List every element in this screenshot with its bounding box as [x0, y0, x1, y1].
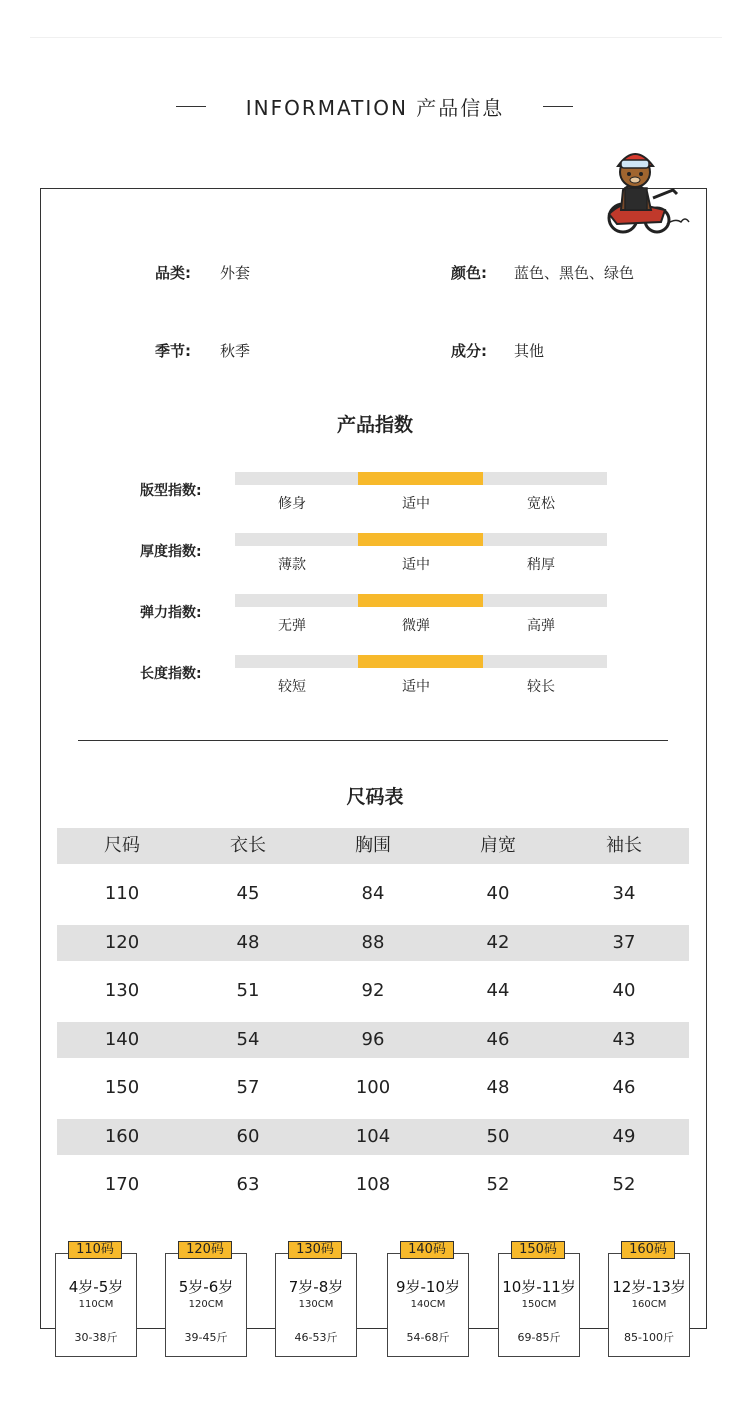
table-cell: 130	[104, 980, 140, 1001]
elasticity-index-selected-fill	[358, 594, 483, 607]
table-cell: 160	[104, 1126, 140, 1147]
color-value: 蓝色、黑色、绿色	[514, 264, 635, 282]
elasticity-index-bar	[235, 594, 607, 607]
table-cell: 40	[612, 980, 636, 1001]
table-cell: 48	[236, 932, 260, 953]
frame-bottom-segment	[247, 1328, 276, 1329]
thickness-index-option: 薄款	[278, 557, 306, 573]
table-cell: 43	[612, 1029, 636, 1050]
table-cell: 110	[104, 883, 140, 904]
size-card-height: 150CM	[521, 1299, 557, 1310]
material-label: 成分:	[451, 342, 487, 360]
bear-motorcycle-mascot-icon	[595, 140, 690, 240]
size-card-tag: 160码	[621, 1241, 675, 1259]
frame-bottom-segment	[580, 1328, 609, 1329]
table-cell: 46	[612, 1077, 636, 1098]
table-cell: 63	[236, 1174, 260, 1195]
size-card-tag: 140码	[400, 1241, 454, 1259]
table-cell: 37	[612, 932, 636, 953]
table-row	[57, 1022, 689, 1058]
size-card-tag: 110码	[68, 1241, 122, 1259]
thickness-index-option: 适中	[402, 557, 430, 573]
length-index-selected-fill	[358, 655, 483, 668]
material-value: 其他	[514, 342, 545, 360]
frame-bottom-segment	[357, 1328, 388, 1329]
length-index-bar	[235, 655, 607, 668]
length-index-option: 适中	[402, 679, 430, 695]
size-card	[498, 1242, 580, 1357]
size-card-weight: 54-68斤	[406, 1331, 450, 1344]
table-cell: 88	[361, 932, 385, 953]
table-cell: 46	[486, 1029, 510, 1050]
table-cell: 54	[236, 1029, 260, 1050]
table-cell: 49	[612, 1126, 636, 1147]
table-cell: 51	[236, 980, 260, 1001]
thickness-index-option: 稍厚	[527, 557, 555, 573]
size-card-height: 140CM	[410, 1299, 446, 1310]
size-card	[275, 1242, 357, 1357]
table-cell: 170	[104, 1174, 140, 1195]
size-card-weight: 39-45斤	[184, 1331, 228, 1344]
table-cell: 52	[612, 1174, 636, 1195]
elasticity-index-option: 高弹	[527, 618, 555, 634]
table-cell: 150	[104, 1077, 140, 1098]
section-header	[0, 90, 750, 122]
table-header-cell: 尺码	[104, 835, 140, 856]
section-divider	[78, 740, 668, 741]
size-card-tag: 120码	[178, 1241, 232, 1259]
table-cell: 108	[355, 1174, 391, 1195]
info-frame	[40, 188, 707, 1328]
table-cell: 48	[486, 1077, 510, 1098]
size-table-title: 尺码表	[346, 786, 404, 808]
frame-bottom-segment	[690, 1328, 707, 1329]
table-row	[57, 973, 689, 1009]
frame-bottom-segment	[469, 1328, 499, 1329]
elasticity-index-option: 微弹	[402, 618, 430, 634]
size-card-height: 130CM	[298, 1299, 334, 1310]
table-cell: 100	[355, 1077, 391, 1098]
size-card	[165, 1242, 247, 1357]
table-cell: 42	[486, 932, 510, 953]
size-card-weight: 69-85斤	[517, 1331, 561, 1344]
season-label: 季节:	[155, 342, 191, 360]
table-cell: 60	[236, 1126, 260, 1147]
frame-bottom-segment	[137, 1328, 166, 1329]
table-cell: 84	[361, 883, 385, 904]
table-row	[57, 1167, 689, 1203]
thickness-index-selected-fill	[358, 533, 483, 546]
elasticity-index-label: 弹力指数:	[140, 605, 202, 621]
size-card-tag: 130码	[288, 1241, 342, 1259]
table-header-cell: 胸围	[355, 835, 391, 856]
size-card-height: 110CM	[78, 1299, 114, 1310]
thickness-index-bar	[235, 533, 607, 546]
fit-index-bar	[235, 472, 607, 485]
table-cell: 40	[486, 883, 510, 904]
table-header-row	[57, 828, 689, 864]
category-label: 品类:	[155, 264, 191, 282]
length-index-option: 较短	[278, 679, 306, 695]
table-row	[57, 1070, 689, 1106]
color-label: 颜色:	[451, 264, 487, 282]
category-value: 外套	[220, 264, 251, 282]
fit-index-option: 修身	[278, 496, 306, 512]
table-cell: 50	[486, 1126, 510, 1147]
size-card	[387, 1242, 469, 1357]
length-index-label: 长度指数:	[140, 666, 202, 682]
thickness-index-label: 厚度指数:	[140, 544, 202, 560]
size-card	[608, 1242, 690, 1357]
table-row	[57, 876, 689, 912]
fit-index-option: 适中	[402, 496, 430, 512]
size-card-height: 160CM	[631, 1299, 667, 1310]
fit-index-selected-fill	[358, 472, 483, 485]
table-cell: 92	[361, 980, 385, 1001]
table-header-cell: 衣长	[230, 835, 266, 856]
table-cell: 45	[236, 883, 260, 904]
table-header-cell: 袖长	[606, 835, 642, 856]
size-card-age: 5岁-6岁	[178, 1278, 234, 1296]
size-card-age: 12岁-13岁	[612, 1278, 686, 1296]
size-card-weight: 30-38斤	[74, 1331, 118, 1344]
size-card-age: 9岁-10岁	[395, 1278, 461, 1296]
table-cell: 120	[104, 932, 140, 953]
header-dash-right	[543, 106, 573, 107]
size-card-tag: 150码	[511, 1241, 565, 1259]
fit-index-label: 版型指数:	[140, 483, 202, 499]
table-row	[57, 1119, 689, 1155]
table-cell: 52	[486, 1174, 510, 1195]
frame-bottom-segment	[40, 1328, 56, 1329]
size-card-height: 120CM	[188, 1299, 224, 1310]
size-card-weight: 46-53斤	[294, 1331, 338, 1344]
table-cell: 57	[236, 1077, 260, 1098]
size-card-weight: 85-100斤	[624, 1331, 674, 1344]
size-card-age: 7岁-8岁	[288, 1278, 344, 1296]
size-card-age: 10岁-11岁	[502, 1278, 576, 1296]
table-row	[57, 925, 689, 961]
table-cell: 104	[355, 1126, 391, 1147]
season-value: 秋季	[220, 342, 251, 360]
table-cell: 34	[612, 883, 636, 904]
index-section-title: 产品指数	[336, 414, 413, 436]
size-card	[55, 1242, 137, 1357]
page-title: INFORMATION 产品信息	[245, 96, 505, 120]
table-cell: 96	[361, 1029, 385, 1050]
fit-index-option: 宽松	[527, 496, 555, 512]
table-header-cell: 肩宽	[480, 835, 516, 856]
table-cell: 140	[104, 1029, 140, 1050]
top-divider	[30, 37, 722, 38]
table-cell: 44	[486, 980, 510, 1001]
elasticity-index-option: 无弹	[278, 618, 306, 634]
length-index-option: 较长	[527, 679, 555, 695]
size-card-age: 4岁-5岁	[68, 1278, 124, 1296]
